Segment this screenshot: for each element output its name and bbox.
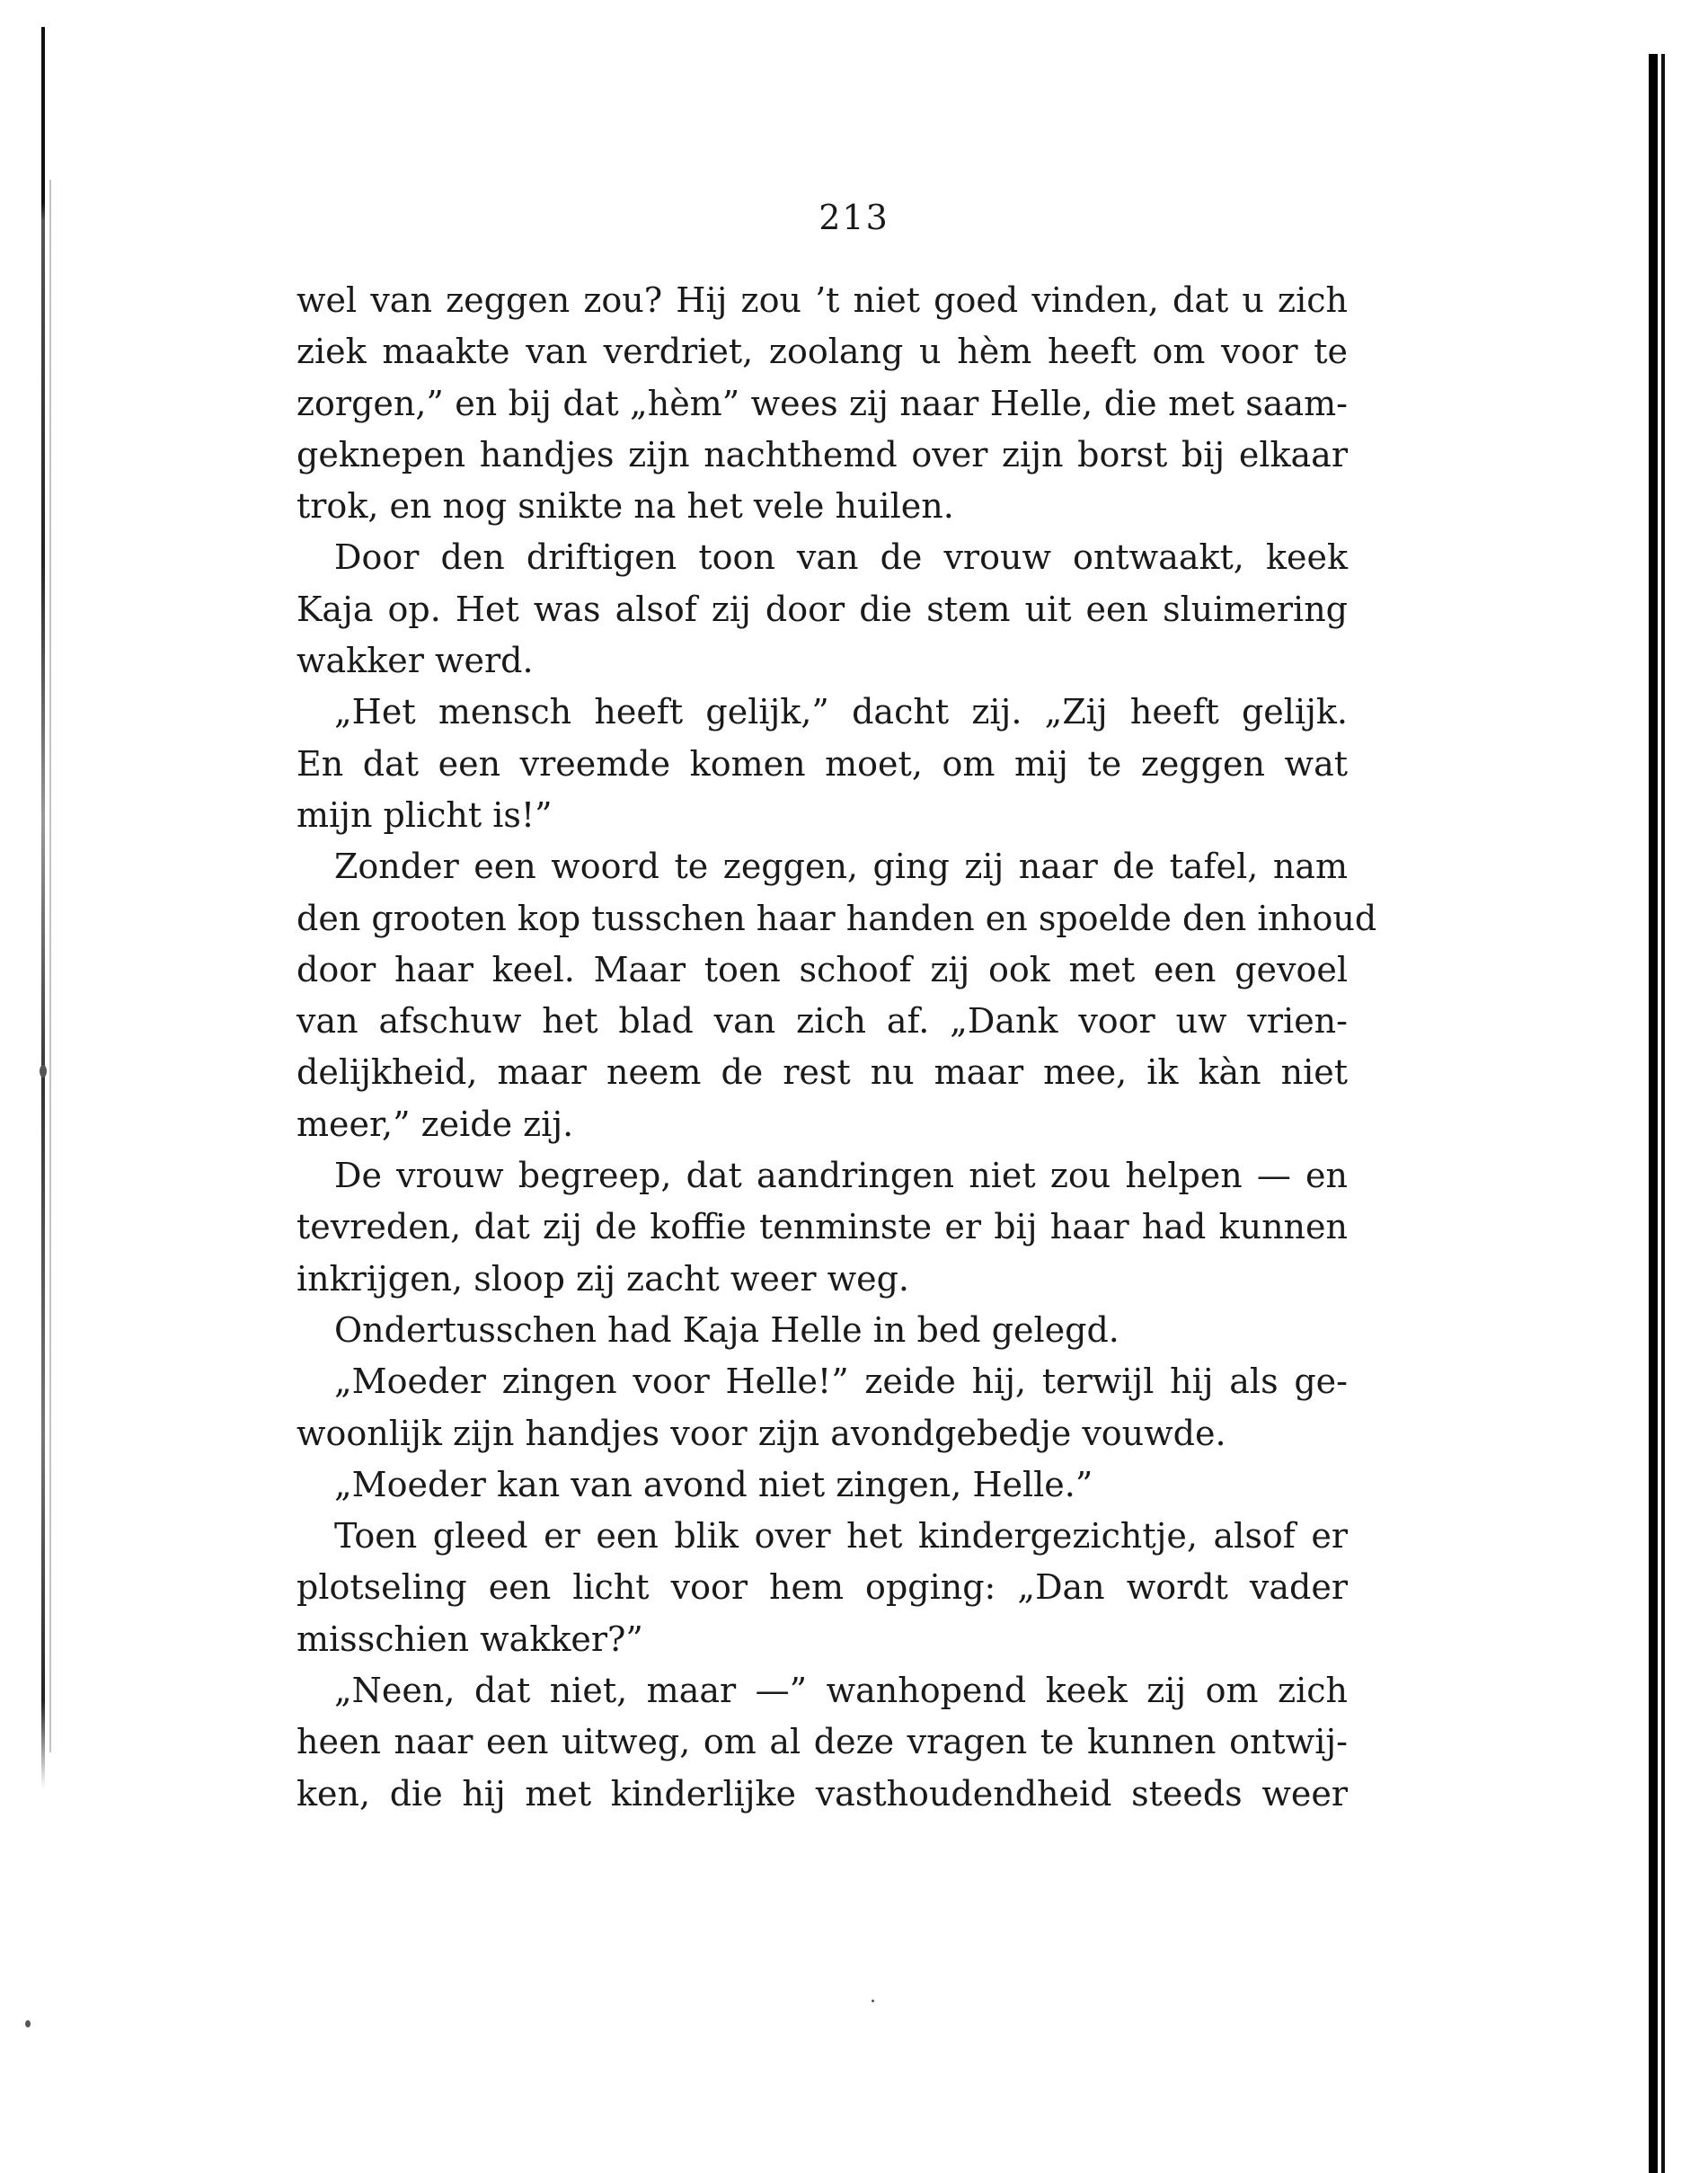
scan-edge-right-inner	[1661, 54, 1665, 2173]
text-line: zorgen,” en bij dat „hèm” wees zij naar Helle, die met saam-	[296, 383, 1348, 423]
body-text	[296, 275, 1377, 1820]
text-line: Toen gleed er een blik over het kindergezichtje, alsof er	[334, 1516, 1348, 1557]
text-line: den grooten kop tusschen haar handen en spoelde den inhoud	[296, 898, 1377, 938]
scan-speck	[872, 2000, 874, 2002]
text-line: meer,” zeide zij.	[296, 1104, 574, 1144]
text-line: En dat een vreemde komen moet, om mij te zeggen wat	[296, 743, 1348, 784]
text-line: De vrouw begreep, dat aandringen niet zou helpen — en	[334, 1156, 1348, 1196]
text-line: inkrijgen, sloop zij zacht weer weg.	[296, 1258, 909, 1299]
text-line: woonlijk zijn handjes voor zijn avondgebedje vouwde.	[296, 1413, 1226, 1453]
text-line: heen naar een uitweg, om al deze vragen te kunnen ontwij-	[296, 1722, 1348, 1762]
text-line: door haar keel. Maar toen schoof zij ook met een gevoel	[296, 949, 1348, 989]
text-line: „Het mensch heeft gelijk,” dacht zij. „Zij heeft gelijk.	[334, 692, 1348, 732]
scan-speck	[25, 2020, 31, 2027]
text-line: delijkheid, maar neem de rest nu maar mee, ik kàn niet	[296, 1052, 1348, 1093]
text-line: Kaja op. Het was alsof zij door die stem uit een sluimering	[296, 589, 1348, 629]
text-line: ziek maakte van verdriet, zoolang u hèm heeft om voor te	[296, 332, 1348, 372]
text-line: Zonder een woord te zeggen, ging zij naar de tafel, nam	[334, 847, 1348, 887]
scan-edge-left	[41, 27, 45, 1788]
text-line: geknepen handjes zijn nachthemd over zijn borst bij elkaar	[296, 434, 1348, 475]
text-line: Door den driftigen toon van de vrouw ontwaakt, keek	[334, 537, 1348, 578]
text-line: trok, en nog snikte na het vele huilen.	[296, 486, 954, 527]
scan-edge-right	[1649, 54, 1658, 2173]
text-line: „Moeder kan van avond niet zingen, Helle.”	[334, 1464, 1093, 1504]
scan-speck	[40, 1065, 47, 1078]
page-number: 213	[819, 198, 889, 237]
text-line: wel van zeggen zou? Hij zou ’t niet goed vinden, dat u zich	[296, 280, 1348, 320]
text-line: tevreden, dat zij de koffie tenminste er bij haar had kunnen	[296, 1207, 1348, 1247]
text-line: mijn plicht is!”	[296, 794, 553, 835]
text-line: wakker werd.	[296, 641, 534, 681]
text-line: misschien wakker?”	[296, 1619, 643, 1659]
text-line: van afschuw het blad van zich af. „Dank voor uw vrien-	[296, 1001, 1348, 1042]
text-line: Ondertusschen had Kaja Helle in bed gelegd.	[334, 1309, 1119, 1350]
text-line: „Moeder zingen voor Helle!” zeide hij, terwijl hij als ge-	[334, 1361, 1348, 1402]
text-line: „Neen, dat niet, maar —” wanhopend keek zij om zich	[334, 1671, 1348, 1711]
scan-edge-left-thin	[49, 180, 51, 1752]
text-line: ken, die hij met kinderlijke vasthoudendheid steeds weer	[296, 1773, 1348, 1814]
text-line: plotseling een licht voor hem opging: „Dan wordt vader	[296, 1567, 1348, 1608]
